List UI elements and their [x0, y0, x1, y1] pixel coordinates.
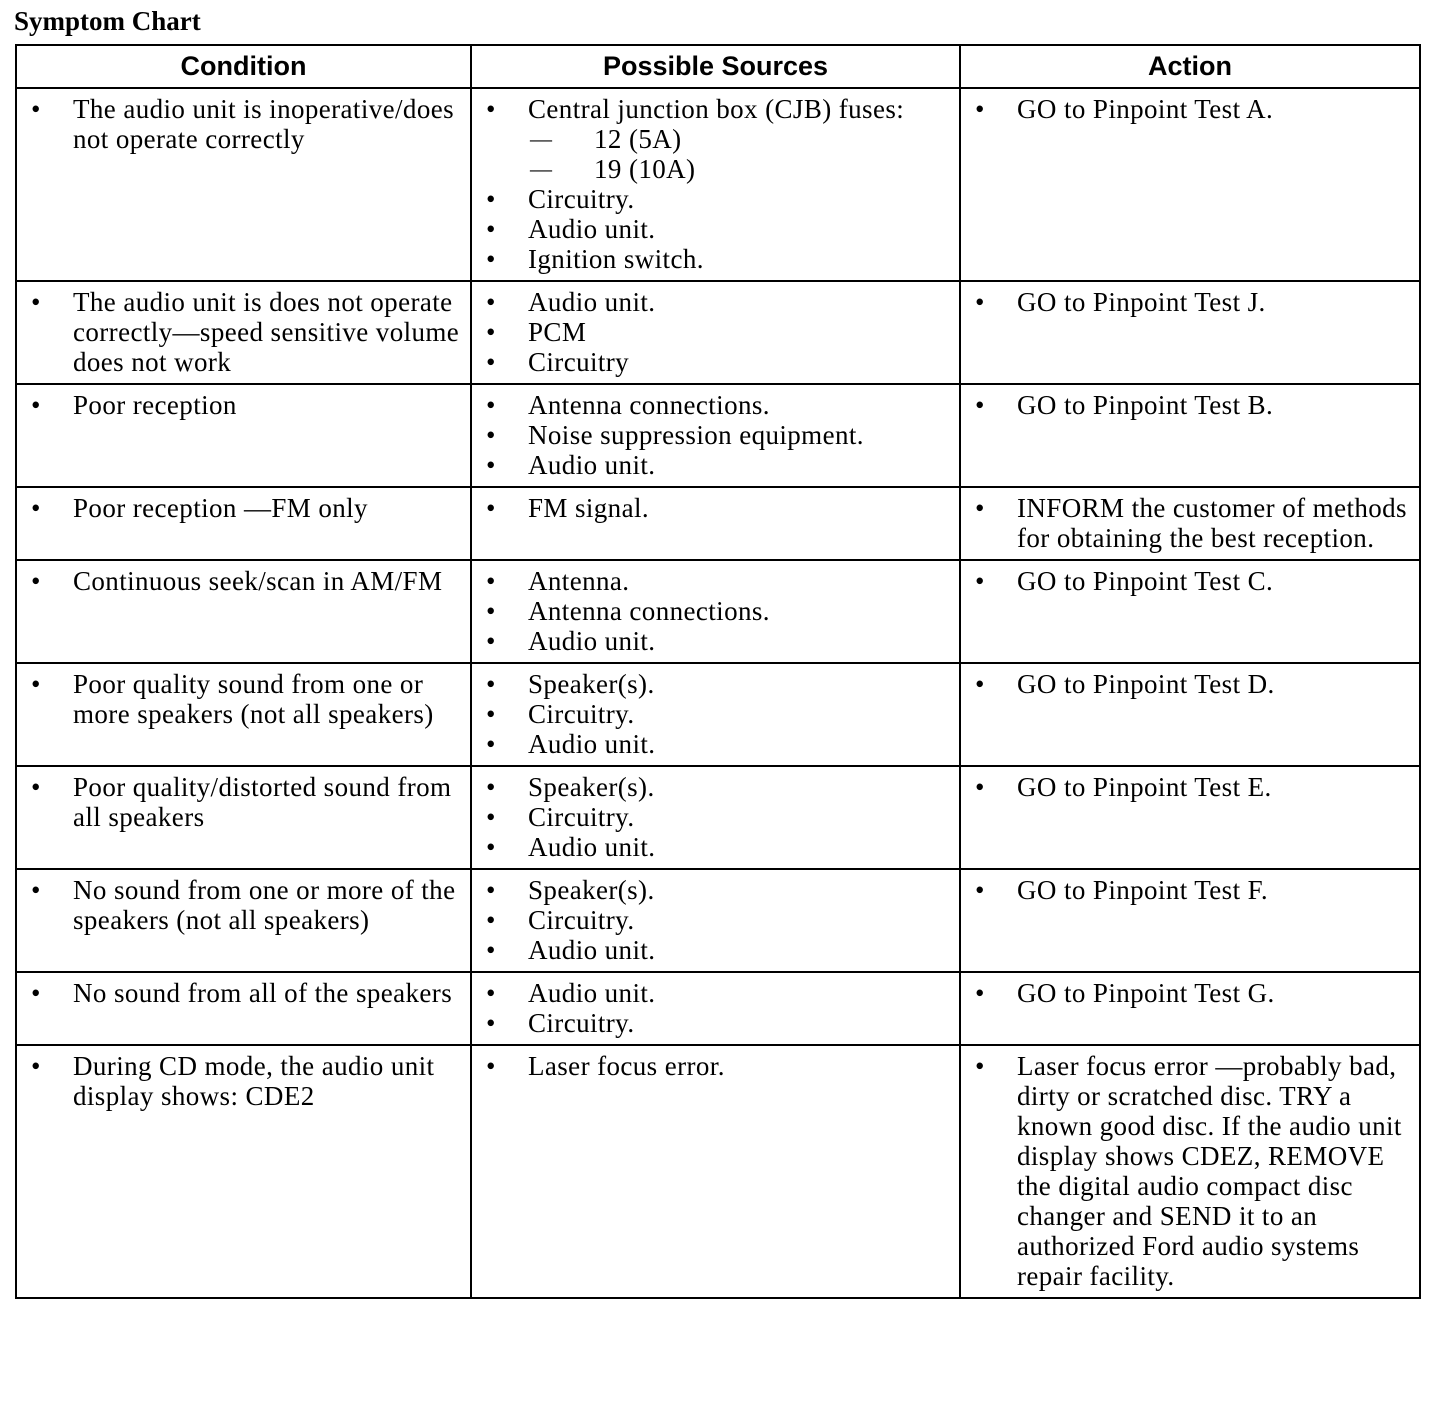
possible-sources-cell — [471, 869, 960, 972]
source-text: Antenna connections. — [528, 390, 770, 420]
table-row — [16, 663, 1420, 766]
condition-cell — [16, 1045, 471, 1298]
source-item — [484, 875, 953, 905]
condition-text: • The audio unit is inoperative/does not operate correctly — [29, 94, 464, 154]
possible-sources-list — [484, 669, 953, 759]
possible-sources-cell — [471, 560, 960, 663]
source-item — [484, 978, 953, 1008]
action-list — [973, 669, 1413, 699]
source-text: Laser focus error. — [528, 1051, 725, 1081]
action-list — [973, 772, 1413, 802]
action-text: • GO to Pinpoint Test B. — [973, 390, 1413, 420]
condition-text: • Poor quality/distorted sound from all speakers — [29, 772, 464, 832]
possible-sources-cell — [471, 88, 960, 281]
source-item — [484, 729, 953, 759]
action-cell — [960, 88, 1420, 281]
source-item — [484, 1051, 953, 1081]
action-text: • GO to Pinpoint Test C. — [973, 566, 1413, 596]
action-text: • GO to Pinpoint Test G. — [973, 978, 1413, 1008]
possible-sources-cell — [471, 281, 960, 384]
source-text: Audio unit. — [528, 287, 656, 317]
action-list — [973, 566, 1413, 596]
table-row — [16, 972, 1420, 1045]
possible-sources-list — [484, 1051, 953, 1081]
condition-text: • Poor quality sound from one or more speakers (not all speakers) — [29, 669, 464, 729]
source-text: Audio unit. — [528, 978, 656, 1008]
source-item — [484, 390, 953, 420]
source-text: Audio unit. — [528, 832, 656, 862]
condition-list — [29, 772, 464, 832]
source-text: Circuitry. — [528, 699, 635, 729]
condition-text: • Continuous seek/scan in AM/FM — [29, 566, 464, 596]
action-list — [973, 978, 1413, 1008]
condition-cell — [16, 384, 471, 487]
source-item — [484, 94, 953, 184]
possible-sources-cell — [471, 663, 960, 766]
source-text: Audio unit. — [528, 214, 656, 244]
action-cell — [960, 663, 1420, 766]
condition-text: • No sound from all of the speakers — [29, 978, 464, 1008]
condition-text: • During CD mode, the audio unit display shows: CDE2 — [29, 1051, 464, 1111]
action-text: • GO to Pinpoint Test E. — [973, 772, 1413, 802]
fuse-item: — 19 (10A) — [484, 154, 953, 184]
action-list — [973, 390, 1413, 420]
source-text: Circuitry. — [528, 905, 635, 935]
possible-sources-cell — [471, 487, 960, 560]
action-text: • GO to Pinpoint Test J. — [973, 287, 1413, 317]
header-row — [16, 45, 1420, 88]
action-list — [973, 94, 1413, 124]
source-text: Audio unit. — [528, 935, 656, 965]
condition-list — [29, 94, 464, 154]
condition-text: • Poor reception —FM only — [29, 493, 464, 523]
source-item — [484, 772, 953, 802]
action-text: • Laser focus error —probably bad, dirty or scratched disc. TRY a known good disc. If the audio unit display shows CDEZ, REMOVE the digital audio compact disc changer and SEND it to an authorized Ford audio systems repair facility. — [973, 1051, 1413, 1291]
source-item — [484, 287, 953, 317]
fuse-item: — 12 (5A) — [484, 124, 953, 154]
source-text: Circuitry. — [528, 1008, 635, 1038]
action-cell — [960, 281, 1420, 384]
action-cell — [960, 384, 1420, 487]
action-cell — [960, 972, 1420, 1045]
source-item — [484, 214, 953, 244]
possible-sources-cell — [471, 972, 960, 1045]
condition-list — [29, 493, 464, 523]
condition-cell — [16, 560, 471, 663]
action-cell — [960, 560, 1420, 663]
action-list — [973, 875, 1413, 905]
source-text: Noise suppression equipment. — [528, 420, 864, 450]
table-row — [16, 384, 1420, 487]
source-text: Circuitry — [528, 347, 630, 377]
source-item — [484, 832, 953, 862]
possible-sources-list — [484, 978, 953, 1038]
condition-list — [29, 875, 464, 935]
table-row — [16, 88, 1420, 281]
source-item — [484, 317, 953, 347]
condition-cell — [16, 869, 471, 972]
table-row — [16, 1045, 1420, 1298]
condition-list — [29, 1051, 464, 1111]
source-item — [484, 347, 953, 377]
source-item — [484, 699, 953, 729]
source-item — [484, 802, 953, 832]
column-header-possible-sources: Possible Sources — [471, 45, 960, 88]
possible-sources-cell — [471, 1045, 960, 1298]
possible-sources-list — [484, 390, 953, 480]
possible-sources-list — [484, 875, 953, 965]
action-cell — [960, 1045, 1420, 1298]
condition-list — [29, 566, 464, 596]
source-text: Audio unit. — [528, 450, 656, 480]
source-text: FM signal. — [528, 493, 650, 523]
source-text: Circuitry. — [528, 802, 635, 832]
source-item — [484, 935, 953, 965]
column-header-condition: Condition — [16, 45, 471, 88]
source-text: Antenna. — [528, 566, 630, 596]
source-text: Audio unit. — [528, 729, 656, 759]
source-text: Circuitry. — [528, 184, 635, 214]
table-row — [16, 766, 1420, 869]
source-text: Central junction box (CJB) fuses: — [528, 94, 905, 124]
source-item — [484, 244, 953, 274]
source-text: Ignition switch. — [528, 244, 704, 274]
action-cell — [960, 766, 1420, 869]
condition-text: • The audio unit is does not operate correctly—speed sensitive volume does not work — [29, 287, 464, 377]
action-cell — [960, 869, 1420, 972]
source-text: Speaker(s). — [528, 669, 655, 699]
action-cell — [960, 487, 1420, 560]
table-row — [16, 281, 1420, 384]
condition-cell — [16, 766, 471, 869]
condition-cell — [16, 663, 471, 766]
source-item — [484, 420, 953, 450]
possible-sources-cell — [471, 384, 960, 487]
source-text: PCM — [528, 317, 587, 347]
source-text: Speaker(s). — [528, 772, 655, 802]
source-item — [484, 905, 953, 935]
page-title: Symptom Chart — [14, 6, 201, 36]
table-row — [16, 560, 1420, 663]
condition-cell — [16, 88, 471, 281]
source-text: Speaker(s). — [528, 875, 655, 905]
possible-sources-list — [484, 94, 953, 274]
condition-cell — [16, 281, 471, 384]
possible-sources-list — [484, 287, 953, 377]
source-text: Antenna connections. — [528, 596, 770, 626]
action-text: • INFORM the customer of methods for obtaining the best reception. — [973, 493, 1413, 553]
source-item — [484, 184, 953, 214]
action-list — [973, 1051, 1413, 1291]
condition-list — [29, 978, 464, 1008]
source-item — [484, 1008, 953, 1038]
condition-text: • Poor reception — [29, 390, 464, 420]
table-body — [16, 88, 1420, 1298]
possible-sources-list — [484, 493, 953, 523]
column-header-action: Action — [960, 45, 1420, 88]
condition-cell — [16, 487, 471, 560]
table-row — [16, 487, 1420, 560]
action-text: • GO to Pinpoint Test D. — [973, 669, 1413, 699]
source-item — [484, 450, 953, 480]
source-text: Audio unit. — [528, 626, 656, 656]
possible-sources-list — [484, 566, 953, 656]
action-text: • GO to Pinpoint Test F. — [973, 875, 1413, 905]
condition-cell — [16, 972, 471, 1045]
condition-list — [29, 390, 464, 420]
condition-list — [29, 287, 464, 377]
fuse-sublist — [528, 124, 953, 184]
condition-text: • No sound from one or more of the speakers (not all speakers) — [29, 875, 464, 935]
condition-list — [29, 669, 464, 729]
possible-sources-list — [484, 772, 953, 862]
possible-sources-cell — [471, 766, 960, 869]
source-item — [484, 566, 953, 596]
source-item — [484, 626, 953, 656]
symptom-chart-table — [15, 44, 1421, 1299]
table-row — [16, 869, 1420, 972]
action-text: • GO to Pinpoint Test A. — [973, 94, 1413, 124]
source-item — [484, 493, 953, 523]
action-list — [973, 493, 1413, 553]
source-item — [484, 669, 953, 699]
source-item — [484, 596, 953, 626]
action-list — [973, 287, 1413, 317]
